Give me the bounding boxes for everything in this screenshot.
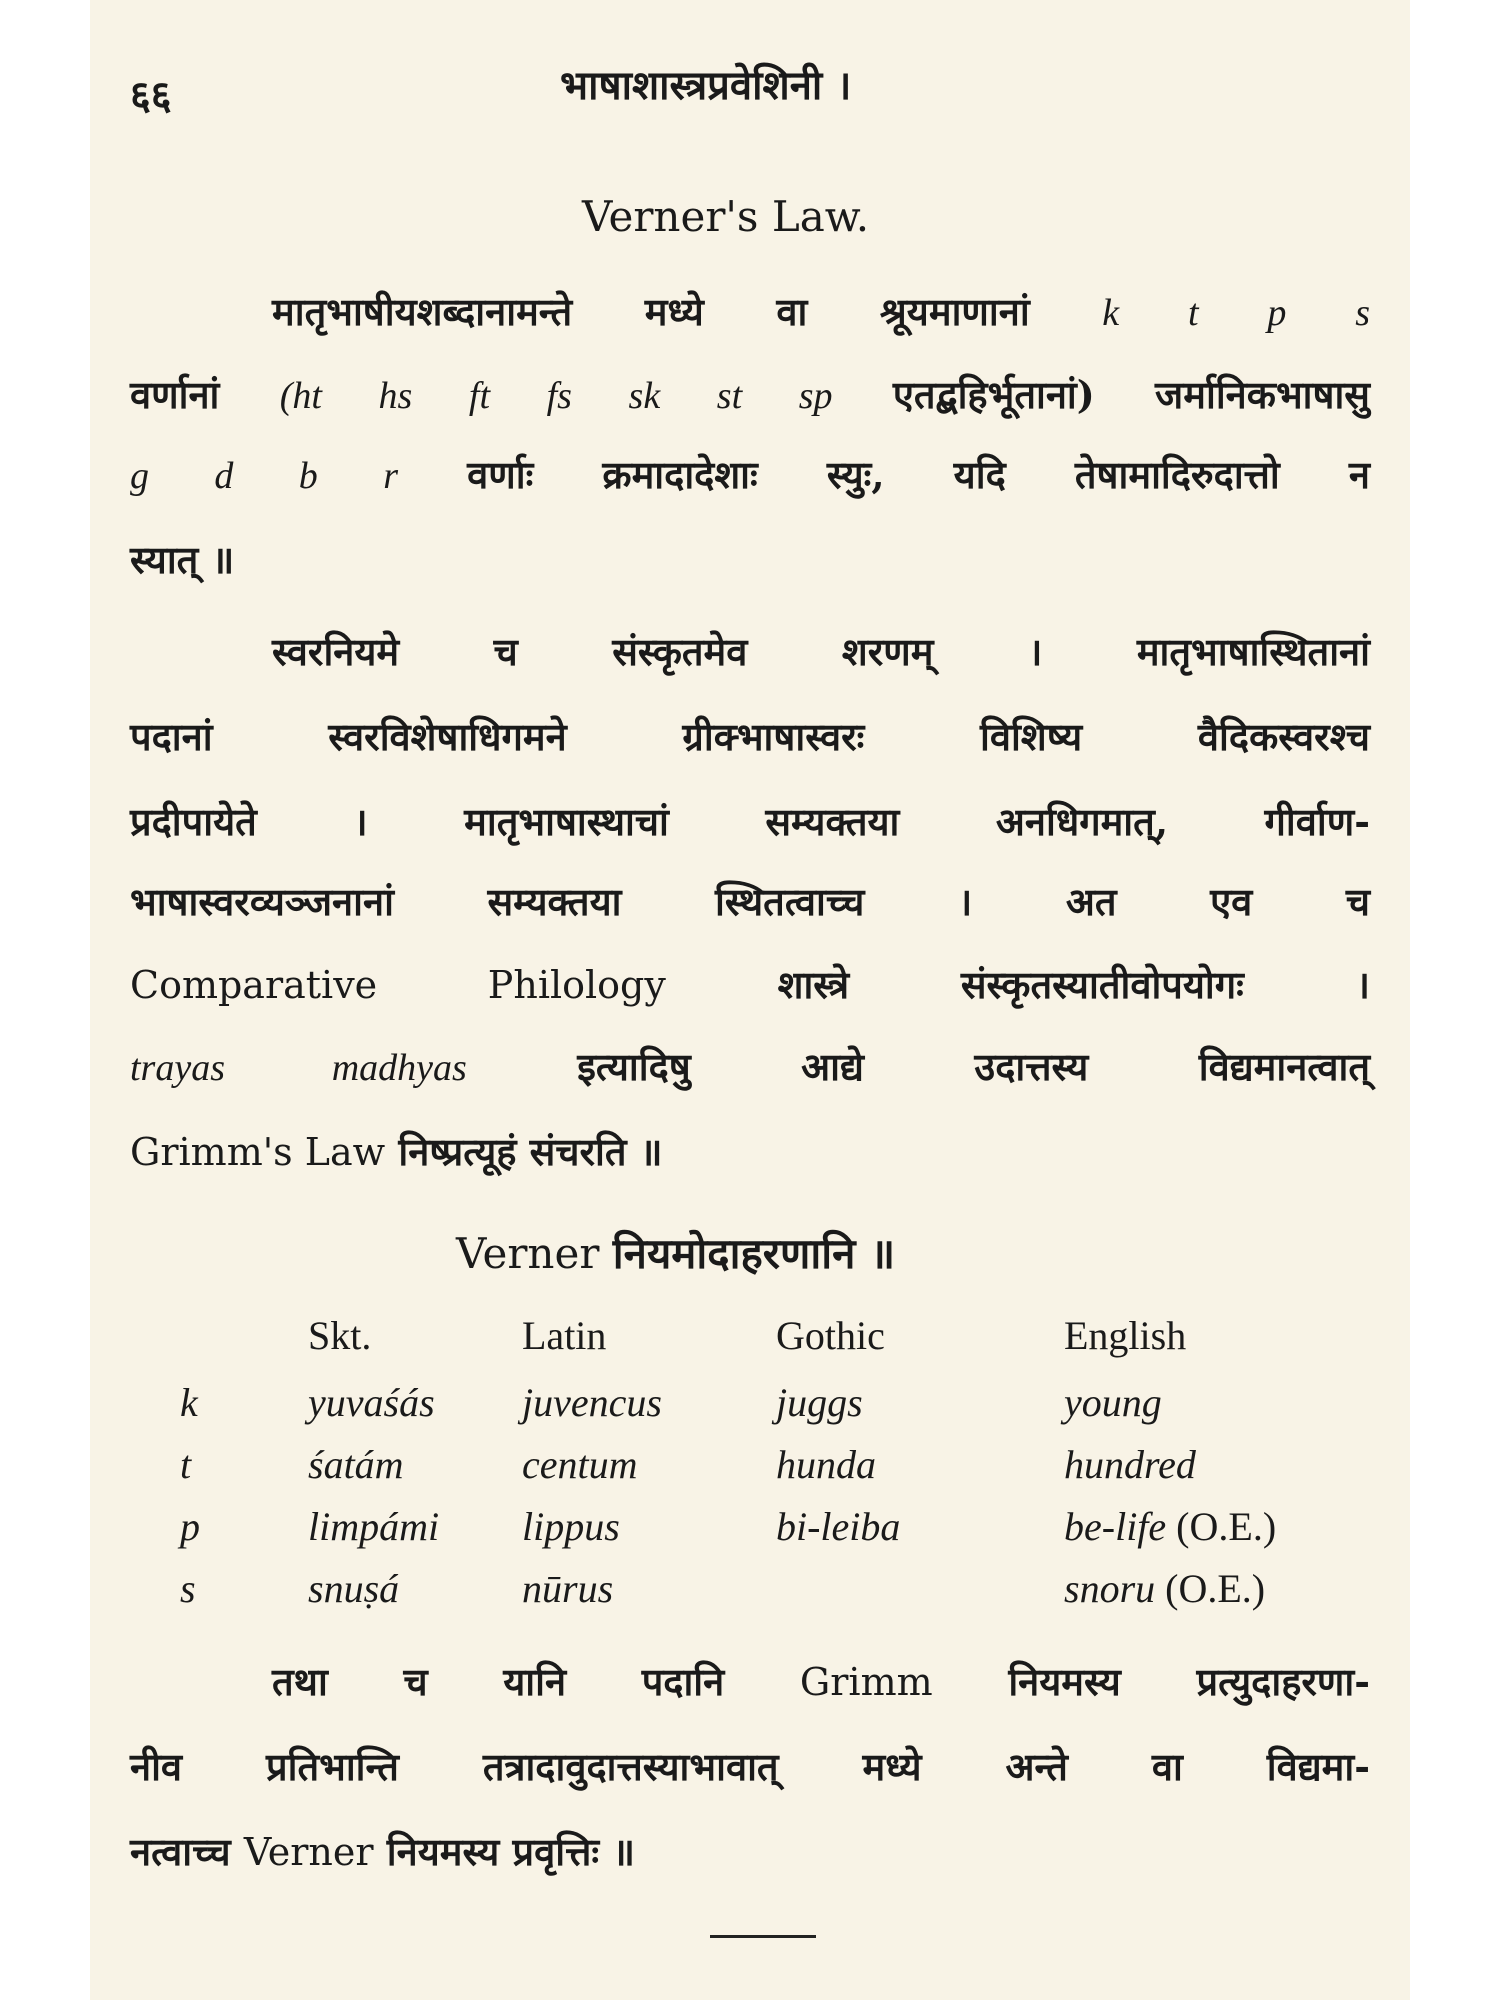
text-deva: तथा च यानि पदानि xyxy=(272,1659,725,1704)
para2-line1: स्वरनियमे च संस्कृतमेव शरणम् । मातृभाषास्थितानां xyxy=(272,629,1370,674)
cell-english xyxy=(1064,1495,1408,1557)
text-latin: (ht hs ft fs sk st sp xyxy=(279,375,833,417)
text-latin: g d b r xyxy=(130,455,398,497)
cell-skt: śatám xyxy=(308,1441,404,1487)
para1-line4: स्यात् ॥ xyxy=(130,537,235,582)
cell-gothic: hunda xyxy=(776,1441,876,1487)
english-note: (O.E.) xyxy=(1165,1565,1266,1611)
text-latin: Grimm xyxy=(799,1660,933,1704)
cell-gothic xyxy=(776,1557,1064,1619)
para3-line2: नीव प्रतिभान्ति तत्रादावुदात्तस्याभावात् मध्ये अन्ते वा विद्यमा- xyxy=(130,1744,1370,1789)
row-label: p xyxy=(180,1503,200,1549)
para3-line1 xyxy=(272,1655,1370,1707)
para2-line5 xyxy=(130,958,1370,1010)
row-label: s xyxy=(180,1565,196,1611)
cell-skt: yuvaśás xyxy=(308,1379,435,1425)
text-latin: Verner xyxy=(456,1229,600,1278)
table-row xyxy=(180,1433,1408,1495)
cell-latin: lippus xyxy=(522,1503,620,1549)
text-latin: trayas madhyas xyxy=(130,1047,467,1089)
cell-latin: juvencus xyxy=(522,1379,662,1425)
text-deva: शास्त्रे संस्कृतस्यातीवोपयोगः । xyxy=(777,962,1370,1007)
para3-line3 xyxy=(130,1825,1370,1877)
text-deva: निष्प्रत्यूहं संचरति ॥ xyxy=(398,1129,663,1174)
cell-english xyxy=(1064,1371,1408,1433)
examples-table xyxy=(180,1305,1408,1619)
cell-skt: limpámi xyxy=(308,1503,440,1549)
table-header-row xyxy=(180,1305,1408,1371)
column-header: English xyxy=(1064,1312,1187,1358)
para2-line4: भाषास्वरव्यञ्जनानां सम्यक्तया स्थितत्वाच्च । अत एव च xyxy=(130,879,1370,924)
text-latin: Verner xyxy=(243,1830,374,1874)
text-deva: नियमस्य प्रवृत्तिः ॥ xyxy=(386,1829,636,1874)
row-label: k xyxy=(180,1379,198,1425)
english-note: (O.E.) xyxy=(1176,1503,1277,1549)
cell-english xyxy=(1064,1557,1408,1619)
cell-skt: snuṣá xyxy=(308,1565,400,1611)
english-word: be-life xyxy=(1064,1503,1167,1549)
text-deva: एतद्बहिर्भूतानां) जर्मानिकभाषासु xyxy=(892,372,1370,417)
english-word: young xyxy=(1064,1379,1162,1425)
text-latin: Comparative Philology xyxy=(130,963,666,1007)
column-header: Skt. xyxy=(308,1312,372,1358)
table-row xyxy=(180,1495,1408,1557)
column-header: Latin xyxy=(522,1312,607,1358)
text-deva: नियमोदाहरणानि ॥ xyxy=(612,1229,896,1278)
running-title: भाषाशास्त्रप्रवेशिनी । xyxy=(560,62,852,109)
table-row xyxy=(180,1557,1408,1619)
text-deva: वर्णानां xyxy=(130,372,220,417)
english-word: hundred xyxy=(1064,1441,1196,1487)
text-deva: वर्णाः क्रमादादेशाः स्युः, यदि तेषामादिरुदात्तो न xyxy=(467,452,1370,497)
para2-line6 xyxy=(130,1040,1370,1092)
column-header: Gothic xyxy=(776,1312,885,1358)
cell-latin: nūrus xyxy=(522,1565,614,1611)
para2-line3: प्रदीपायेते । मातृभाषास्थाचां सम्यक्तया अनधिगमात्, गीर्वाण- xyxy=(130,799,1370,844)
para2-line7 xyxy=(130,1125,1370,1177)
cell-gothic: juggs xyxy=(776,1379,863,1425)
text-deva: नियमस्य प्रत्युदाहरणा- xyxy=(1008,1659,1371,1704)
end-rule-divider xyxy=(710,1935,816,1938)
para1-line2 xyxy=(130,368,1370,420)
page-number: ६६ xyxy=(130,72,172,119)
row-label: t xyxy=(180,1441,192,1487)
english-word: snoru xyxy=(1064,1565,1156,1611)
cell-english xyxy=(1064,1433,1408,1495)
header-label-col xyxy=(180,1305,308,1371)
cell-gothic: bi-leiba xyxy=(776,1503,901,1549)
para1-line3 xyxy=(130,448,1370,500)
table-row xyxy=(180,1371,1408,1433)
para2-line2: पदानां स्वरविशेषाधिगमने ग्रीक्भाषास्वरः विशिष्य वैदिकस्वरश्च xyxy=(130,714,1370,759)
text-latin: Grimm's Law xyxy=(130,1130,386,1174)
examples-title xyxy=(456,1224,895,1281)
text-latin: k t p s xyxy=(1102,292,1370,334)
section-title: Verner's Law. xyxy=(582,192,870,241)
cell-latin: centum xyxy=(522,1441,638,1487)
text-deva: मातृभाषीयशब्दानामन्ते मध्ये वा श्रूयमाणानां xyxy=(272,289,1030,334)
text-deva: नत्वाच्च xyxy=(130,1829,231,1874)
para1-line1 xyxy=(272,285,1370,337)
text-deva: इत्यादिषु आद्ये उदात्तस्य विद्यमानत्वात् xyxy=(577,1044,1370,1089)
